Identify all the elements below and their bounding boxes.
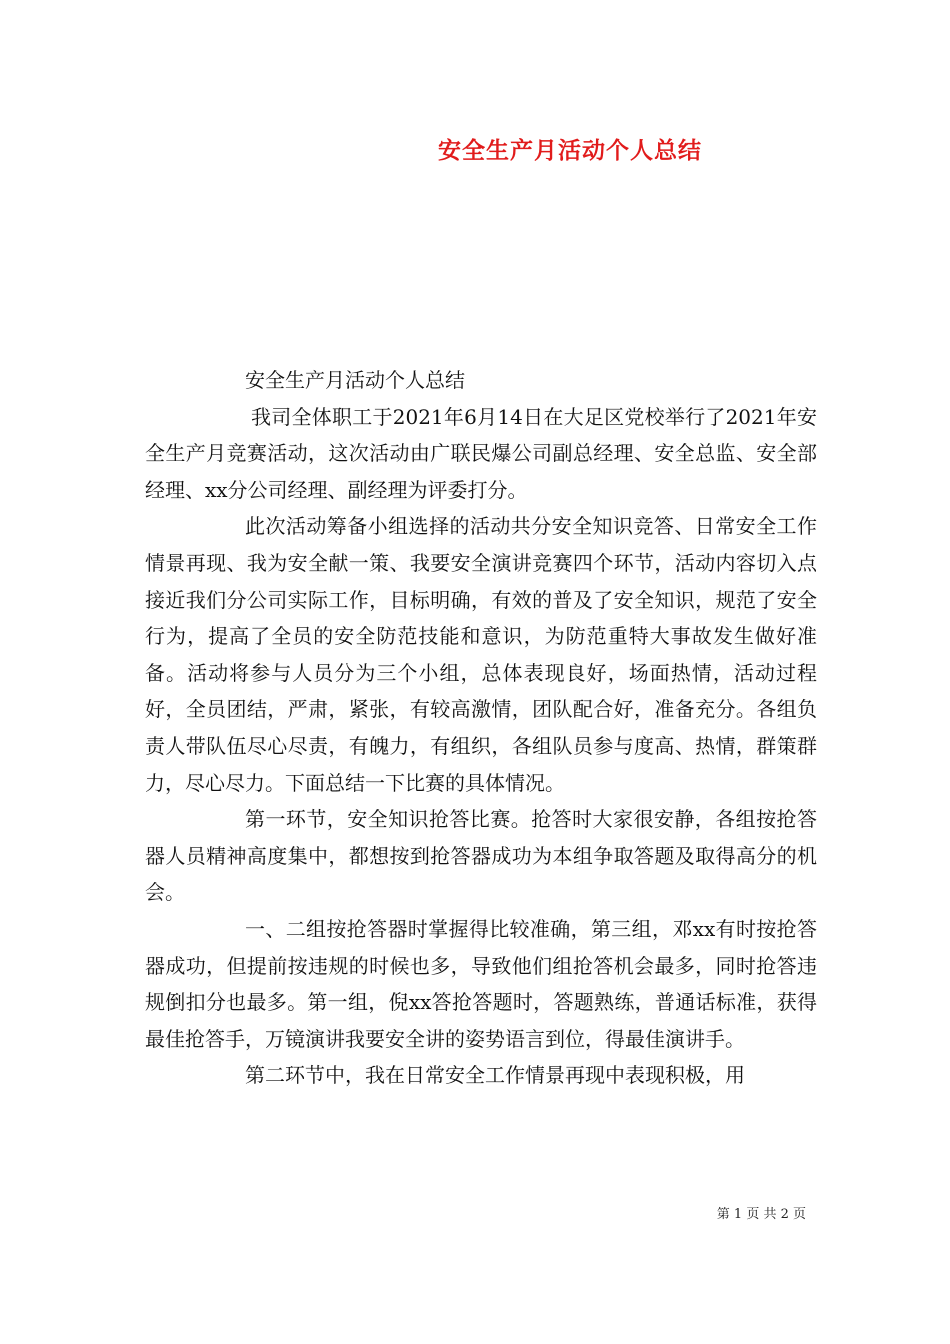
page-number-footer: 第 1 页 共 2 页 bbox=[716, 1207, 806, 1222]
paragraph-3: 第一环节，安全知识抢答比赛。抢答时大家很安静，各组按抢答器人员精神高度集中，都想按到抢答器成功为本组争取答题及取得高分的机会。 bbox=[145, 807, 817, 905]
body-heading: 安全生产月活动个人总结 bbox=[245, 368, 465, 392]
document-body bbox=[145, 362, 817, 1094]
paragraph-5: 第二环节中，我在日常安全工作情景再现中表现积极，用 bbox=[245, 1063, 745, 1088]
paragraph-1: 我司全体职工于2021年6月14日在大足区党校举行了2021年安全生产月竞赛活动，这次活动由广联民爆公司副总经理、安全总监、安全部经理、xx分公司经理、副经理为评委打分。 bbox=[145, 404, 817, 502]
document-title: 安全生产月活动个人总结 bbox=[438, 137, 702, 164]
paragraph-2: 此次活动筹备小组选择的活动共分安全知识竞答、日常安全工作情景再现、我为安全献一策、我要安全演讲竞赛四个环节，活动内容切入点接近我们分公司实际工作，目标明确，有效的普及了安全知识，规范了安全行为，提高了全员的安全防范技能和意识，为防范重特大事故发生做好准备。活动将参与人员分为三个小组，总体表现良好，场面热情，活动过程好，全员团结，严肃，紧张，有较高激情，团队配合好，准备充分。各组负责人带队伍尽心尽责，有魄力，有组织，各组队员参与度高、热情，群策群力，尽心尽力。下面总结一下比赛的具体情况。 bbox=[145, 514, 817, 795]
paragraph-4: 一、二组按抢答器时掌握得比较准确，第三组，邓xx有时按抢答器成功，但提前按违规的时候也多，导致他们组抢答机会最多，同时抢答违规倒扣分也最多。第一组，倪xx答抢答题时，答题熟练，普通话标准，获得最佳抢答手，万镜演讲我要安全讲的姿势语言到位，得最佳演讲手。 bbox=[145, 916, 817, 1051]
